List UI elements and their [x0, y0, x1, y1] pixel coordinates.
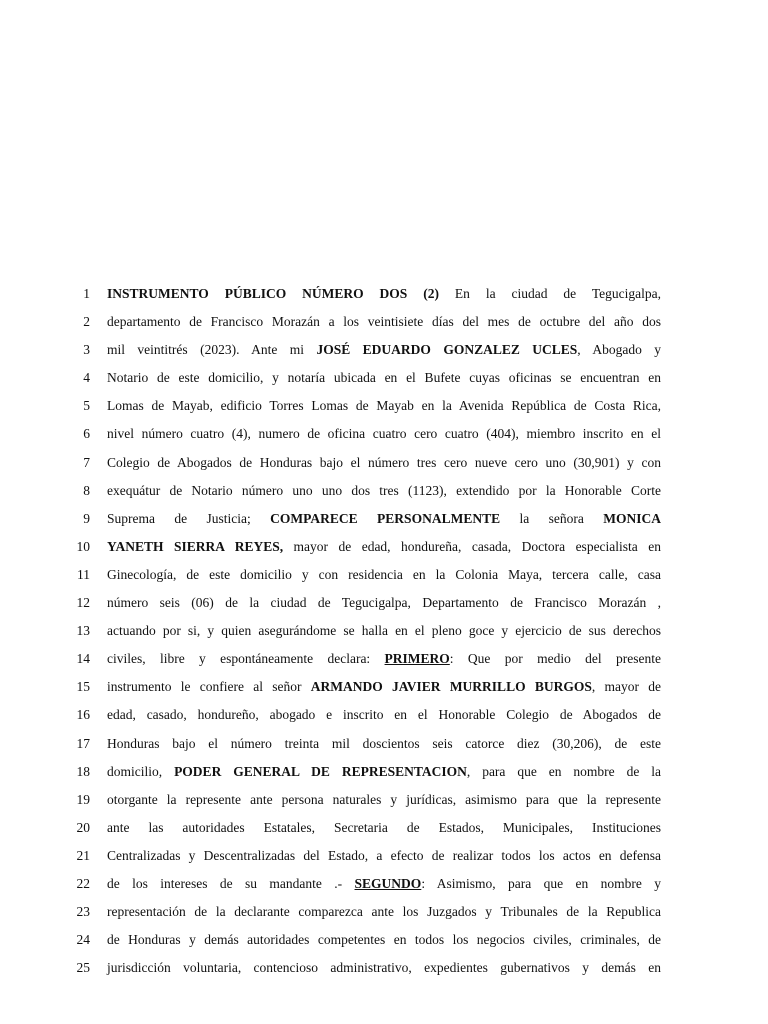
document-line: [0, 926, 768, 954]
document-line: [0, 364, 768, 392]
line-number: 7: [83, 454, 90, 470]
document-line: [0, 308, 768, 336]
line-number: 16: [76, 707, 90, 723]
line-number: 23: [76, 904, 90, 920]
text-run: Ginecología, de este domicilio y con residencia en la Colonia Maya, tercera calle, casa: [107, 566, 661, 582]
text-run: de Honduras y demás autoridades competentes en todos los negocios civiles, criminales, de: [107, 932, 661, 948]
document-line: [0, 814, 768, 842]
document-line: [0, 617, 768, 645]
line-number: 6: [83, 426, 90, 442]
document-line: [0, 645, 768, 673]
line-number: 15: [76, 679, 90, 695]
document-line: [0, 477, 768, 505]
document-line: [0, 449, 768, 477]
text-run: , mayor de: [591, 679, 661, 695]
text-run: instrumento le confiere al señor: [107, 679, 311, 695]
section-heading: [385, 651, 450, 666]
text-run: representación de la declarante comparezca ante los Juzgados y Tribunales de la Republica: [107, 904, 661, 920]
line-text: [107, 280, 661, 308]
document-body: [0, 280, 768, 982]
text-run: actuando por si, y quien asegurándome se halla en el pleno goce y ejercicio de sus derechos: [107, 623, 661, 639]
line-number: 20: [76, 819, 90, 835]
text-run: de los intereses de su mandante .-: [107, 875, 355, 891]
line-text: [107, 870, 661, 898]
line-text: [107, 533, 661, 561]
text-run: , para que en nombre de la: [466, 763, 662, 779]
line-number: 11: [77, 566, 90, 582]
line-text: [107, 898, 661, 926]
text-run: otorgante la represente ante persona naturales y jurídicas, asimismo para que la represente: [107, 791, 661, 807]
line-text: [107, 926, 661, 954]
text-run: nivel número cuatro (4), numero de oficina cuatro cero cuatro (404), miembro inscrito en el: [107, 426, 661, 442]
document-line: [0, 505, 768, 533]
text-run: jurisdicción voluntaria, contencioso administrativo, expedientes gubernativos y demás en: [107, 960, 661, 976]
document-line: [0, 842, 768, 870]
text-run: , Abogado y: [577, 342, 661, 358]
bold-text: MONICA: [603, 510, 661, 526]
document-line: [0, 786, 768, 814]
document-line: [0, 392, 768, 420]
line-text: [107, 673, 661, 701]
bold-text: ARMANDO JAVIER MURRILLO BURGOS: [310, 679, 592, 695]
line-number: 14: [76, 651, 90, 667]
text-run: Centralizadas y Descentralizadas del Estado, a efecto de realizar todos los actos en defensa: [107, 847, 661, 863]
line-text: [107, 505, 661, 533]
document-line: [0, 870, 768, 898]
line-text: [107, 617, 661, 645]
bold-text: COMPARECE PERSONALMENTE: [270, 510, 501, 526]
document-line: [0, 589, 768, 617]
line-text: [107, 730, 661, 758]
line-text: [107, 786, 661, 814]
bold-text: PODER GENERAL DE REPRESENTACION: [174, 763, 467, 779]
line-number: 2: [83, 314, 90, 330]
line-number: 5: [83, 398, 90, 414]
document-line: [0, 898, 768, 926]
line-text: [107, 645, 661, 673]
text-run: : Asimismo, para que en nombre y: [421, 875, 661, 891]
text-run: Colegio de Abogados de Honduras bajo el número tres cero nueve cero uno (30,901) y con: [107, 454, 661, 470]
line-text: [107, 477, 661, 505]
document-line: [0, 336, 768, 364]
line-number: 13: [76, 623, 90, 639]
text-run: Lomas de Mayab, edificio Torres Lomas de Mayab en la Avenida República de Costa Rica,: [107, 398, 661, 414]
line-number: 1: [83, 286, 90, 301]
text-run: Notario de este domicilio, y notaría ubicada en el Bufete cuyas oficinas se encuentran en: [107, 370, 661, 386]
text-run: : Que por medio del presente: [449, 651, 662, 667]
document-line: [0, 420, 768, 448]
text-run: ante las autoridades Estatales, Secretaria de Estados, Municipales, Instituciones: [107, 819, 661, 835]
line-text: [107, 561, 661, 589]
line-text: [107, 842, 661, 870]
line-number: 22: [76, 875, 90, 891]
bold-text: INSTRUMENTO PÚBLICO NÚMERO DOS (2): [107, 286, 439, 301]
line-text: [107, 589, 661, 617]
line-text: [107, 758, 661, 786]
line-text: [107, 364, 661, 392]
line-number: 9: [83, 510, 90, 526]
line-number: 3: [83, 342, 90, 358]
text-run: Honduras bajo el número treinta mil doscientos seis catorce diez (30,206), de este: [107, 735, 661, 751]
line-text: [107, 814, 661, 842]
line-text: [107, 449, 661, 477]
section-heading-text: PRIMERO: [384, 651, 450, 667]
bold-text: YANETH SIERRA REYES,: [107, 538, 284, 554]
document-line: [0, 954, 768, 982]
text-run: edad, casado, hondureño, abogado e inscrito en el Honorable Colegio de Abogados de: [107, 707, 661, 723]
text-run: civiles, libre y espontáneamente declara:: [107, 651, 385, 667]
text-run: número seis (06) de la ciudad de Tegucigalpa, Departamento de Francisco Morazán ,: [107, 595, 661, 611]
line-text: [107, 308, 661, 336]
text-run: exequátur de Notario número uno uno dos tres (1123), extendido por la Honorable Corte: [107, 482, 661, 498]
line-number: 24: [76, 932, 90, 948]
bold-text: JOSÉ EDUARDO GONZALEZ UCLES: [316, 342, 578, 358]
text-run: mayor de edad, hondureña, casada, Doctora especialista en: [283, 538, 661, 554]
line-number: 17: [76, 735, 90, 751]
text-run: departamento de Francisco Morazán a los veintisiete días del mes de octubre del año dos: [107, 314, 661, 330]
text-run: En la ciudad de Tegucigalpa,: [438, 286, 661, 301]
document-line: [0, 673, 768, 701]
text-run: domicilio,: [107, 763, 175, 779]
line-text: [107, 954, 661, 982]
line-text: [107, 336, 661, 364]
document-line: [0, 701, 768, 729]
document-line: [0, 280, 768, 308]
line-number: 21: [76, 847, 90, 863]
document-line: [0, 533, 768, 561]
line-text: [107, 701, 661, 729]
text-run: la señora: [500, 510, 604, 526]
section-heading: [355, 876, 422, 891]
text-run: Suprema de Justicia;: [107, 510, 271, 526]
document-line: [0, 561, 768, 589]
line-text: [107, 392, 661, 420]
line-number: 4: [83, 370, 90, 386]
section-heading-text: SEGUNDO: [354, 875, 422, 891]
line-number: 19: [76, 791, 90, 807]
text-run: mil veintitrés (2023). Ante mi: [107, 342, 317, 358]
line-number: 18: [76, 763, 90, 779]
line-number: 12: [76, 595, 90, 611]
line-number: 8: [83, 482, 90, 498]
line-text: [107, 420, 661, 448]
document-line: [0, 730, 768, 758]
line-number: 25: [76, 960, 90, 976]
line-number: 10: [76, 538, 90, 554]
document-line: [0, 758, 768, 786]
